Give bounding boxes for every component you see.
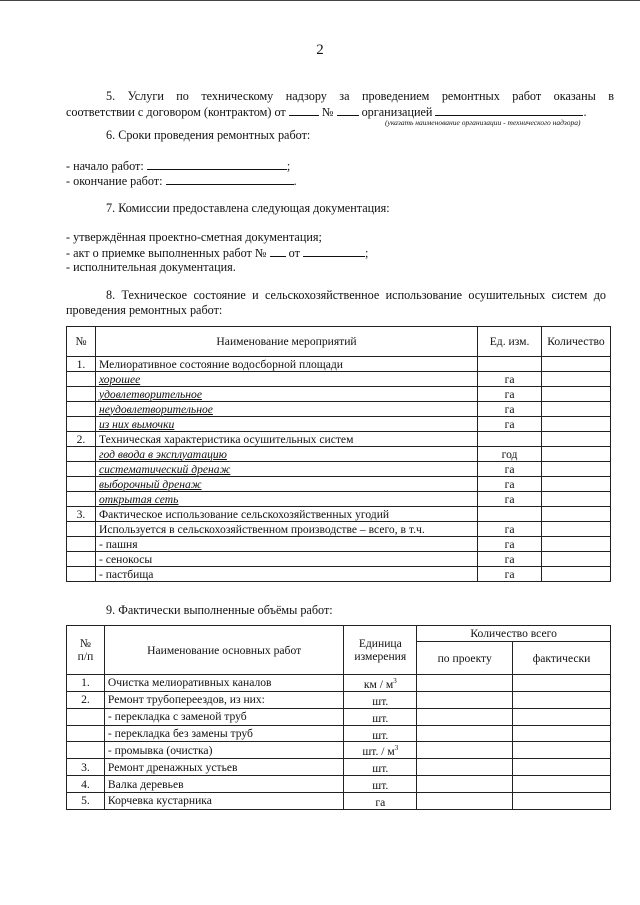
s5-line1: 5. Услуги по техническому надзору за проведением ремонтных работ оказаны в <box>106 89 614 103</box>
row-qty[interactable] <box>541 552 610 567</box>
row-num: 1. <box>67 357 96 372</box>
row-name: - промывка (очистка) <box>104 742 343 759</box>
table-row <box>67 357 611 372</box>
s7-item3: - исполнительная документация. <box>66 260 236 274</box>
row-name: Ремонт трубопереездов, из них: <box>104 691 343 708</box>
table-row <box>67 522 611 537</box>
s9-table <box>66 625 611 810</box>
row-fact[interactable] <box>513 793 611 810</box>
s6-start-label: - начало работ: <box>66 159 144 173</box>
row-qty[interactable] <box>541 417 610 432</box>
s8-col-num: № <box>67 327 96 357</box>
s7-item2: - акт о приемке выполненных работ № от ; <box>66 246 369 260</box>
row-num <box>67 537 96 552</box>
row-unit-text: шт. <box>372 762 389 776</box>
row-unit: га <box>478 552 542 567</box>
s8-col-unit: Ед. изм. <box>478 327 542 357</box>
row-unit: га <box>478 567 542 582</box>
row-name: - пашня <box>95 537 477 552</box>
table-row <box>67 507 611 522</box>
row-num <box>67 417 96 432</box>
top-rule <box>0 0 640 1</box>
s8-line2: проведения ремонтных работ: <box>66 303 223 317</box>
table-row <box>67 759 611 776</box>
contract-date-field[interactable] <box>289 104 319 116</box>
row-name: удовлетворительное <box>95 387 477 402</box>
row-qty[interactable] <box>541 507 610 522</box>
start-date-field[interactable] <box>147 158 287 170</box>
row-name: - пастбища <box>95 567 477 582</box>
row-name: Ремонт дренажных устьев <box>104 759 343 776</box>
s8-col-qty: Количество <box>541 327 610 357</box>
row-num: 2. <box>67 432 96 447</box>
row-name: выборочный дренаж <box>95 477 477 492</box>
row-name: Фактическое использование сельскохозяйственных угодий <box>95 507 477 522</box>
row-name: Корчевка кустарника <box>104 793 343 810</box>
s8-col-name: Наименование мероприятий <box>95 327 477 357</box>
s5-hint: (указать наименование организации - технического надзора) <box>385 118 581 127</box>
table-row <box>67 477 611 492</box>
page-number: 2 <box>316 42 324 58</box>
s6-title: 6. Сроки проведения ремонтных работ: <box>106 128 311 142</box>
s6-end-label: - окончание работ: <box>66 174 163 188</box>
organization-field[interactable] <box>435 104 583 116</box>
row-unit <box>344 725 417 742</box>
s9-col-name: Наименование основных работ <box>104 626 343 675</box>
row-num <box>67 477 96 492</box>
act-date-field[interactable] <box>303 245 365 257</box>
row-unit: год <box>478 447 542 462</box>
row-unit <box>344 776 417 793</box>
row-num <box>67 742 105 759</box>
row-name: Мелиоративное состояние водосборной площади <box>95 357 477 372</box>
s9-col-qty: Количество всего <box>417 626 611 642</box>
row-qty[interactable] <box>541 447 610 462</box>
table-row <box>67 447 611 462</box>
row-unit: га <box>478 537 542 552</box>
row-unit: га <box>478 522 542 537</box>
row-unit: га <box>478 462 542 477</box>
row-num <box>67 387 96 402</box>
row-name: хорошее <box>95 372 477 387</box>
row-name: систематический дренаж <box>95 462 477 477</box>
s9-col-num <box>67 626 105 675</box>
table-row <box>67 691 611 708</box>
row-fact[interactable] <box>513 725 611 742</box>
row-unit-text: шт. <box>372 694 389 708</box>
row-plan[interactable] <box>417 742 513 759</box>
s5-line2: соответствии с договором (контрактом) от № организацией . <box>66 105 587 119</box>
row-plan[interactable] <box>417 691 513 708</box>
row-qty[interactable] <box>541 462 610 477</box>
row-fact[interactable] <box>513 776 611 793</box>
row-plan[interactable] <box>417 793 513 810</box>
row-num <box>67 725 105 742</box>
s7-title: 7. Комиссии предоставлена следующая документация: <box>106 201 390 215</box>
row-qty[interactable] <box>541 387 610 402</box>
row-name: Очистка мелиоративных каналов <box>104 675 343 692</box>
row-plan[interactable] <box>417 776 513 793</box>
row-plan[interactable] <box>417 708 513 725</box>
row-unit-sup: 3 <box>393 677 397 685</box>
row-unit-text: шт. <box>372 779 389 793</box>
s8-table <box>66 326 611 582</box>
row-name: - перекладка без замены труб <box>104 725 343 742</box>
row-unit: га <box>478 402 542 417</box>
row-unit-text: шт. <box>372 728 389 742</box>
row-num <box>67 522 96 537</box>
s8-header-row <box>67 327 611 357</box>
table-row <box>67 387 611 402</box>
row-name: Используется в сельскохозяйственном производстве – всего, в т.ч. <box>95 522 477 537</box>
s9-header-row-1 <box>67 626 611 642</box>
s9-col-unit <box>344 626 417 675</box>
s7-item1: - утверждённая проектно-сметная документация; <box>66 230 322 244</box>
row-plan[interactable] <box>417 675 513 692</box>
row-unit-text: км / м <box>363 677 394 691</box>
row-fact[interactable] <box>513 691 611 708</box>
row-qty[interactable] <box>541 477 610 492</box>
end-date-field[interactable] <box>166 173 294 185</box>
table-row <box>67 708 611 725</box>
row-unit <box>344 675 417 692</box>
table-row <box>67 372 611 387</box>
row-fact[interactable] <box>513 675 611 692</box>
table-row <box>67 402 611 417</box>
row-num: 1. <box>67 675 105 692</box>
row-unit <box>344 691 417 708</box>
row-qty[interactable] <box>541 522 610 537</box>
table-row <box>67 776 611 793</box>
row-unit-text: га <box>375 795 386 809</box>
row-qty[interactable] <box>541 372 610 387</box>
s6-end: - окончание работ: . <box>66 174 297 188</box>
s7-act-from-label: от <box>288 246 300 260</box>
row-unit <box>344 759 417 776</box>
row-name: из них вымочки <box>95 417 477 432</box>
s9-col-fact: фактически <box>513 642 611 675</box>
row-num <box>67 462 96 477</box>
table-row <box>67 725 611 742</box>
row-num <box>67 372 96 387</box>
row-unit: га <box>478 492 542 507</box>
row-name: неудовлетворительное <box>95 402 477 417</box>
row-qty[interactable] <box>541 492 610 507</box>
row-num <box>67 708 105 725</box>
row-fact[interactable] <box>513 708 611 725</box>
row-num: 3. <box>67 507 96 522</box>
row-num: 5. <box>67 793 105 810</box>
s9-title: 9. Фактически выполненные объёмы работ: <box>106 603 333 617</box>
row-plan[interactable] <box>417 759 513 776</box>
row-qty[interactable] <box>541 432 610 447</box>
table-row <box>67 742 611 759</box>
row-qty[interactable] <box>541 402 610 417</box>
s9-col-plan: по проекту <box>417 642 513 675</box>
row-qty[interactable] <box>541 567 610 582</box>
s6-start: - начало работ: ; <box>66 159 291 173</box>
row-num: 3. <box>67 759 105 776</box>
row-name: - сенокосы <box>95 552 477 567</box>
row-unit: га <box>478 417 542 432</box>
s5-contract-label: соответствии с договором (контрактом) от <box>66 105 286 119</box>
row-unit <box>478 357 542 372</box>
row-name: Техническая характеристика осушительных систем <box>95 432 477 447</box>
row-unit <box>344 742 417 759</box>
s9-col-num-line2: п/п <box>77 650 94 663</box>
row-unit <box>478 507 542 522</box>
table-row <box>67 552 611 567</box>
s8-line1: 8. Техническое состояние и сельскохозяйственное использование осушительных систем до <box>106 288 606 302</box>
table-row <box>67 432 611 447</box>
row-num <box>67 567 96 582</box>
table-row <box>67 793 611 810</box>
table-row <box>67 675 611 692</box>
s7-act-label: - акт о приемке выполненных работ № <box>66 246 267 260</box>
s9-col-unit-line1: Единица <box>358 637 402 650</box>
row-unit <box>344 793 417 810</box>
s9-col-unit-line2: измерения <box>354 650 407 663</box>
row-unit-text: шт. / м <box>362 745 395 759</box>
table-row <box>67 462 611 477</box>
row-qty[interactable] <box>541 357 610 372</box>
row-name: - перекладка с заменой труб <box>104 708 343 725</box>
s5-number-label: № <box>321 105 334 119</box>
row-unit: га <box>478 477 542 492</box>
table-row <box>67 417 611 432</box>
row-num <box>67 447 96 462</box>
row-num: 2. <box>67 691 105 708</box>
row-plan[interactable] <box>417 725 513 742</box>
s5-org-label: организацией <box>361 105 433 119</box>
table-row <box>67 567 611 582</box>
row-unit: га <box>478 372 542 387</box>
act-number-field[interactable] <box>270 245 286 257</box>
row-name: открытая сеть <box>95 492 477 507</box>
row-num <box>67 402 96 417</box>
row-qty[interactable] <box>541 537 610 552</box>
table-row <box>67 537 611 552</box>
table-row <box>67 492 611 507</box>
row-name: год ввода в эксплуатацию <box>95 447 477 462</box>
row-num <box>67 552 96 567</box>
row-unit-text: шт. <box>372 711 389 725</box>
row-unit: га <box>478 387 542 402</box>
contract-number-field[interactable] <box>337 104 359 116</box>
row-unit-sup: 3 <box>394 744 399 753</box>
s9-col-num-line1: № <box>79 637 91 650</box>
row-fact[interactable] <box>513 759 611 776</box>
row-num: 4. <box>67 776 105 793</box>
row-fact[interactable] <box>513 742 611 759</box>
row-unit <box>344 708 417 725</box>
row-unit <box>478 432 542 447</box>
row-name: Валка деревьев <box>104 776 343 793</box>
row-num <box>67 492 96 507</box>
